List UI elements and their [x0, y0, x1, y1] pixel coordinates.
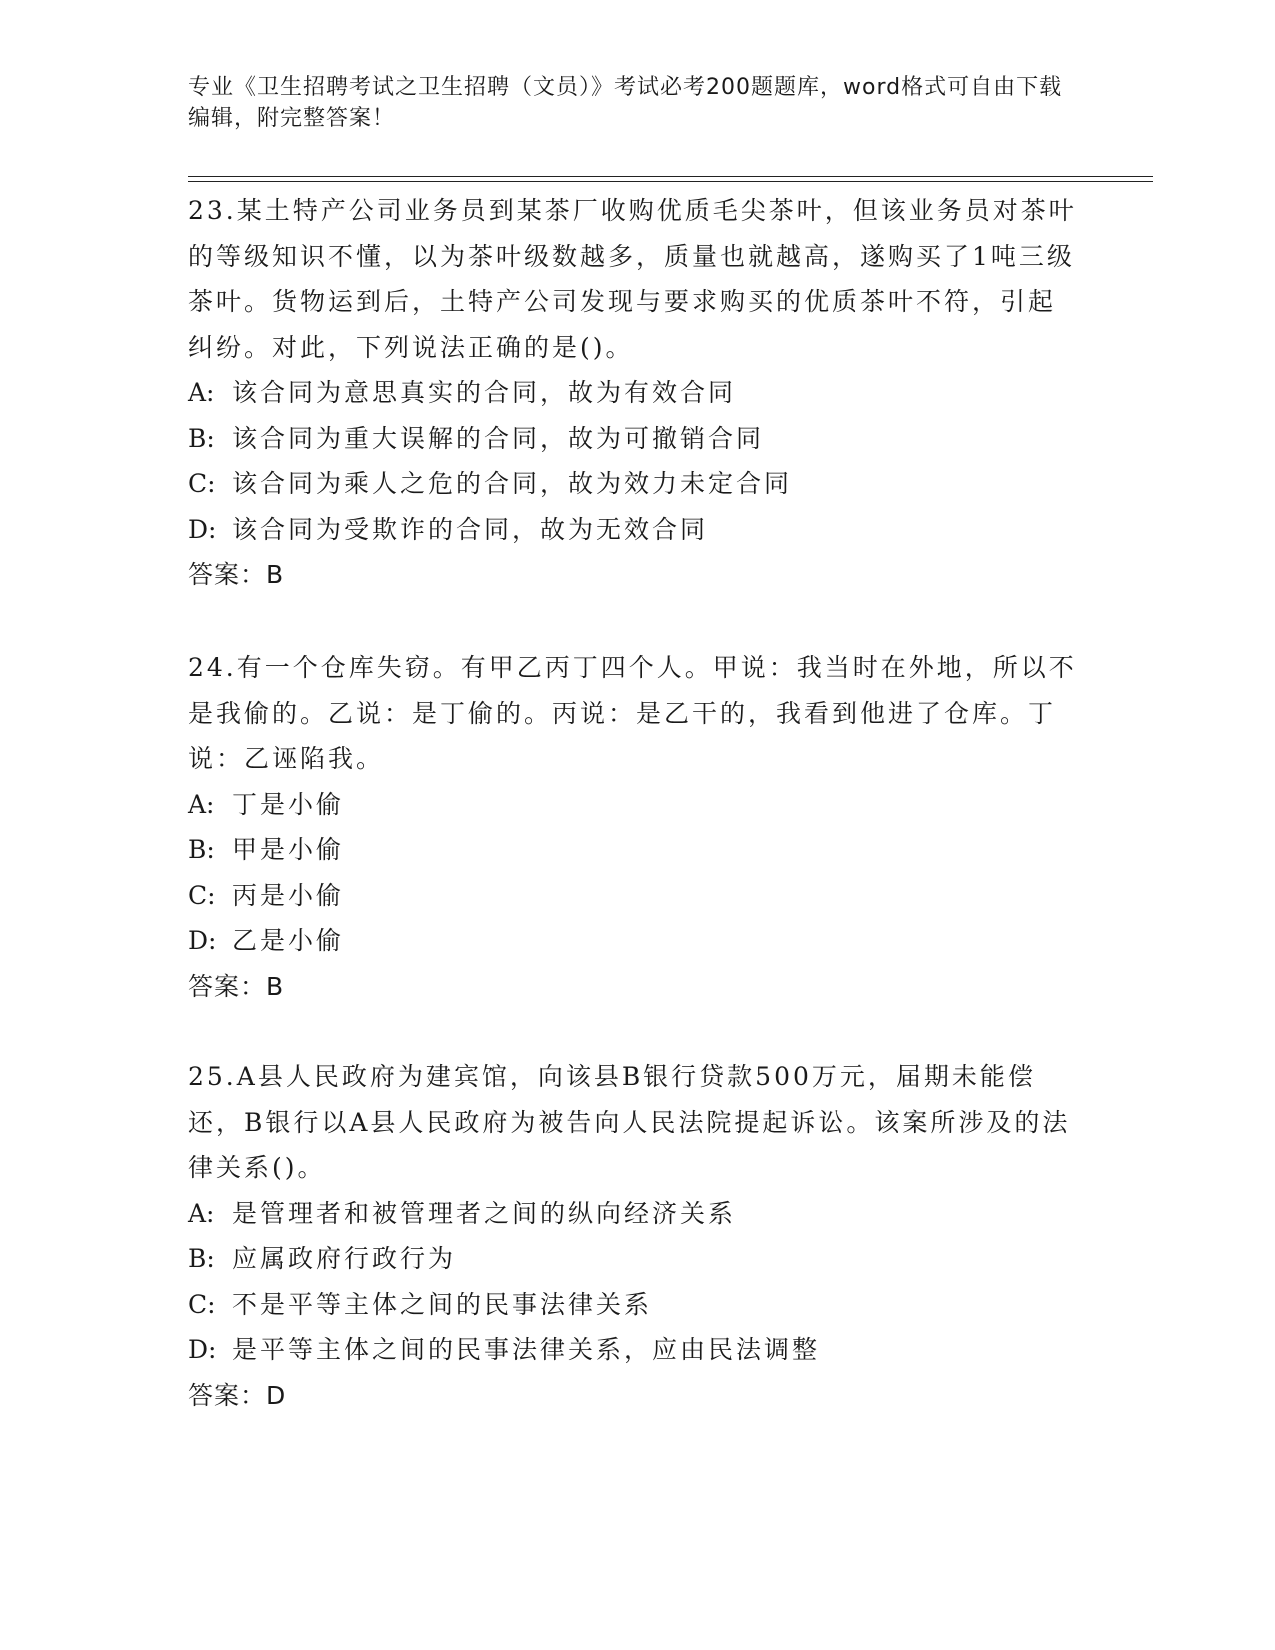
- option-letter: B:: [188, 1244, 215, 1273]
- header-divider-top: [188, 176, 1153, 177]
- answer: 答案：B: [188, 560, 285, 589]
- option-text: 丁是小偷: [232, 789, 345, 819]
- option-letter: C:: [188, 880, 216, 910]
- question-text: 25.A县人民政府为建宾馆，向该县B银行贷款500万元，届期未能偿还，B银行以A县人民政府为被告向人民法院提起诉讼。该案所涉及的法律关系()。: [188, 1062, 1071, 1182]
- question-text: 23.某土特产公司业务员到某茶厂收购优质毛尖茶叶，但该业务员对茶叶的等级知识不懂，以为茶叶级数越多，质量也就越高，遂购买了1吨三级茶叶。货物运到后，土特产公司发现与要求购买的优质茶叶不符，引起纠纷。对此，下列说法正确的是()。: [188, 196, 1077, 362]
- question-text: 24.有一个仓库失窃。有甲乙丙丁四个人。甲说：我当时在外地，所以不是我偷的。乙说：是丁偷的。丙说：是乙干的，我看到他进了仓库。丁说：乙诬陷我。: [188, 653, 1077, 773]
- option-text: 是平等主体之间的民事法律关系，应由民法调整: [232, 1335, 821, 1364]
- option-text: 甲是小偷: [232, 835, 345, 864]
- option-text: 丙是小偷: [232, 880, 345, 910]
- option-letter: C:: [188, 469, 216, 498]
- option-b: [188, 1236, 1078, 1282]
- option-letter: D:: [188, 1335, 217, 1364]
- option-letter: B:: [188, 423, 215, 453]
- option-c: [188, 1282, 1078, 1328]
- option-letter: B:: [188, 835, 215, 864]
- option-c: [188, 461, 1078, 507]
- document-header: 专业《卫生招聘考试之卫生招聘（文员）》考试必考200题题库，word格式可自由下载编辑，附完整答案！: [188, 75, 1063, 131]
- answer: 答案：D: [188, 1380, 287, 1410]
- option-a: [188, 370, 1078, 416]
- option-b: [188, 416, 1078, 462]
- option-letter: A:: [188, 378, 215, 407]
- option-c: [188, 873, 1078, 919]
- option-text: 该合同为乘人之危的合同，故为效力未定合同: [232, 469, 793, 498]
- header-divider-bottom: [188, 181, 1153, 182]
- option-d: [188, 1327, 1078, 1373]
- option-letter: D:: [188, 514, 217, 544]
- option-b: [188, 827, 1078, 873]
- option-text: 是管理者和被管理者之间的纵向经济关系: [232, 1198, 737, 1228]
- option-text: 该合同为意思真实的合同，故为有效合同: [232, 378, 737, 407]
- option-a: [188, 1191, 1078, 1237]
- option-text: 乙是小偷: [232, 926, 345, 955]
- option-text: 不是平等主体之间的民事法律关系: [232, 1289, 653, 1319]
- option-letter: A:: [188, 1198, 215, 1228]
- question-24: [188, 645, 1078, 1009]
- option-d: [188, 918, 1078, 964]
- option-text: 该合同为受欺诈的合同，故为无效合同: [232, 514, 709, 544]
- option-text: 该合同为重大误解的合同，故为可撤销合同: [232, 423, 765, 453]
- option-a: [188, 782, 1078, 828]
- option-letter: A:: [188, 789, 215, 819]
- option-d: [188, 507, 1078, 553]
- question-25: [188, 1054, 1078, 1418]
- option-text: 应属政府行政行为: [232, 1244, 457, 1273]
- question-23: [188, 188, 1078, 598]
- option-letter: C:: [188, 1289, 216, 1319]
- option-letter: D:: [188, 926, 217, 955]
- answer: 答案：B: [188, 971, 285, 1001]
